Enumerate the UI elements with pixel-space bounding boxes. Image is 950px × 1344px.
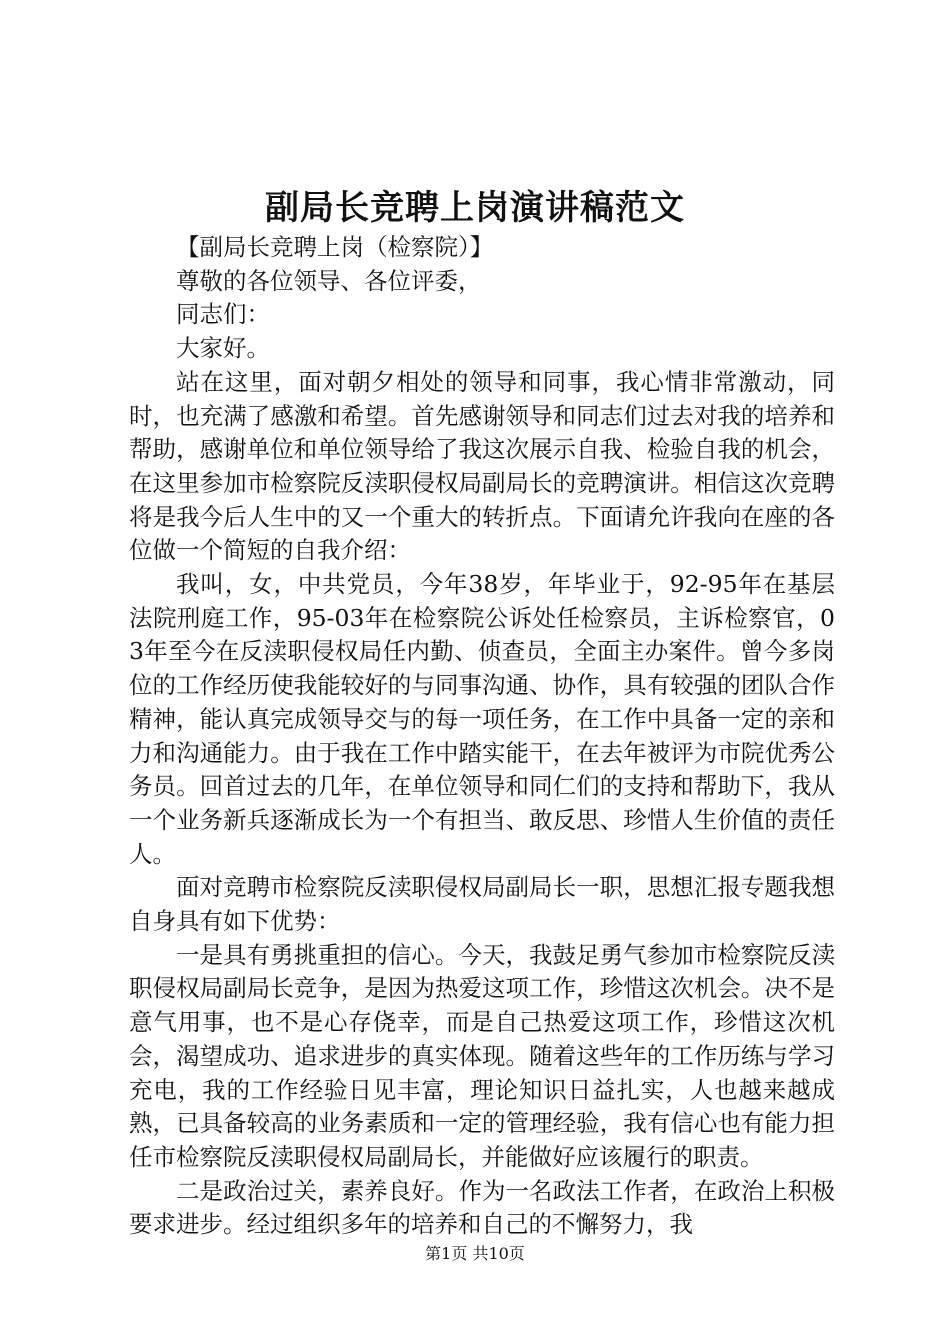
body-paragraph: 面对竞聘市检察院反渎职侵权局副局长一职，思想汇报专题我想自身具有如下优势： <box>129 873 835 936</box>
body-paragraph: 一是具有勇挑重担的信心。今天，我鼓足勇气参加市检察院反渎职侵权局副局长竞争，是因为热爱这项工作，珍惜这次机会。决不是意气用事，也不是心存侥幸，而是自己热爱这项工作，珍惜这次机会，渴望成功、追求进步的真实体现。随着这些年的工作历练与学习充电，我的工作经验日见丰富，理论知识日益扎实，人也越来越成熟，已具备较高的业务素质和一定的管理经验，我有信心也有能力担任市检察院反渎职侵权局副局长，并能做好应该履行的职责。 <box>129 940 835 1171</box>
body-paragraph: 二是政治过关，素养良好。作为一名政法工作者，在政治上积极要求进步。经过组织多年的培养和自己的不懈努力，我 <box>129 1176 835 1239</box>
page-number-footer: 第1页 共10页 <box>425 1244 525 1263</box>
body-paragraph: 我叫，女，中共党员，今年38岁，年毕业于，92-95年在基层法院刑庭工作，95-03年在检察院公诉处任检察员，主诉检察官，03年至今在反渎职侵权局任内勤、侦查员，全面主办案件。曾今多岗位的工作经历使我能较好的与同事沟通、协作，具有较强的团队合作精神，能认真完成领导交与的每一项任务，在工作中具备一定的亲和力和沟通能力。由于我在工作中踏实能干，在去年被评为市院优秀公务员。回首过去的几年，在单位领导和同仁们的支持和帮助下，我从一个业务新兵逐渐成长为一个有担当、敢反思、珍惜人生价值的责任人。 <box>129 570 835 868</box>
document-body <box>129 231 835 1242</box>
greeting-line: 大家好。 <box>176 334 270 363</box>
body-paragraph: 站在这里，面对朝夕相处的领导和同事，我心情非常激动，同时，也充满了感激和希望。首先感谢领导和同志们过去对我的培养和帮助，感谢单位和单位领导给了我这次展示自我、检验自我的机会，在这里参加市检察院反渎职侵权局副局长的竞聘演讲。相信这次竞聘将是我今后人生中的又一个重大的转折点。下面请允许我向在座的各位做一个简短的自我介绍： <box>129 367 835 565</box>
salutation-line: 尊敬的各位领导、各位评委， <box>176 266 482 295</box>
salutation-line: 同志们： <box>176 300 270 329</box>
section-heading: 【副局长竞聘上岗（检察院）】 <box>176 233 494 261</box>
document-title: 副局长竞聘上岗演讲稿范文 <box>265 188 685 228</box>
